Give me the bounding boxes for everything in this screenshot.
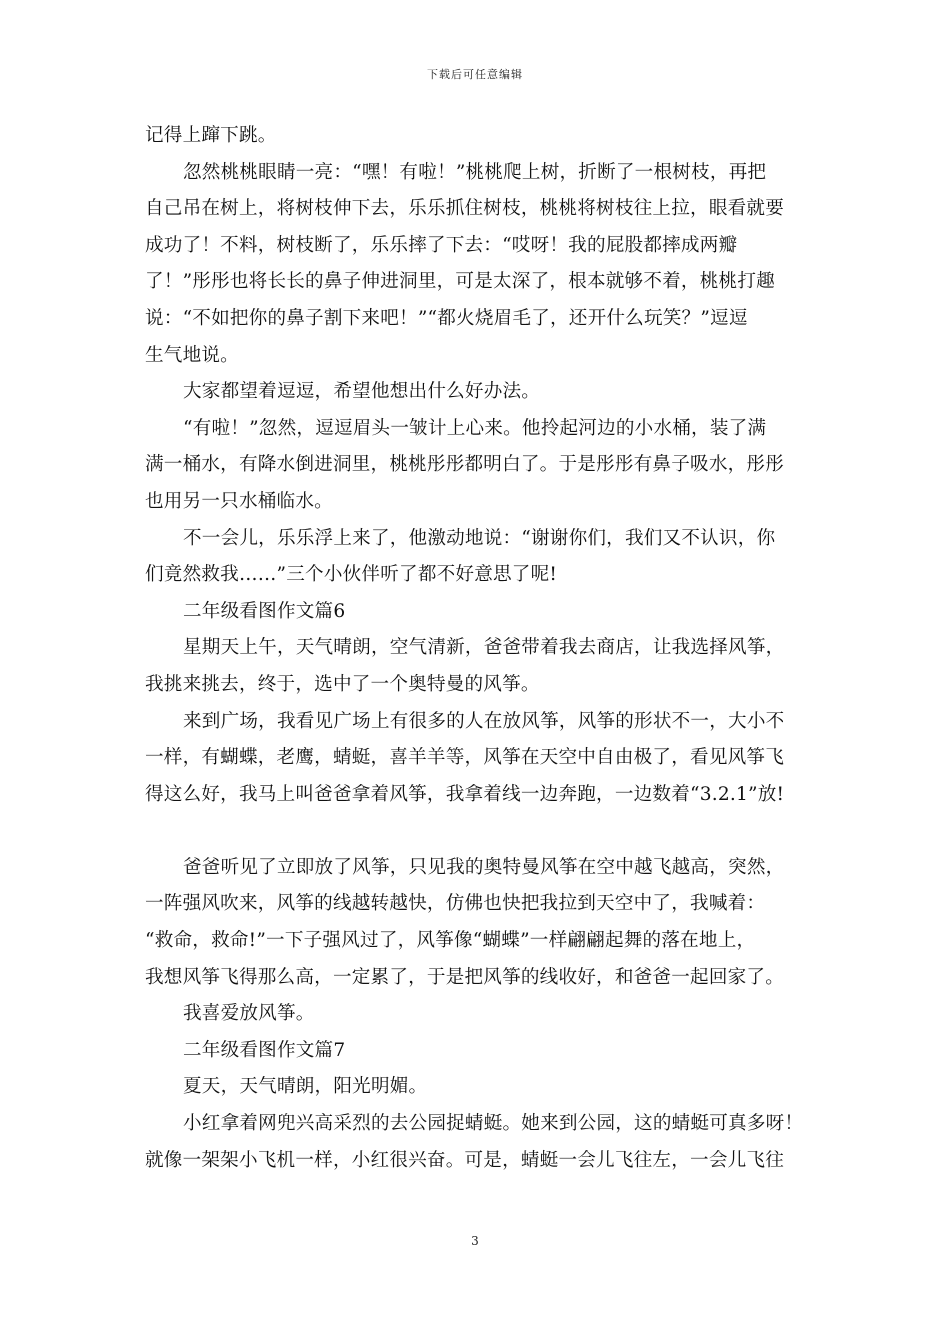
text-line: 得这么好，我马上叫爸爸拿着风筝，我拿着线一边奔跑，一边数着“3.2.1”放! xyxy=(145,783,785,805)
document-body xyxy=(145,118,809,1179)
text-line: 说：“不如把你的鼻子割下来吧！”“都火烧眉毛了，还开什么玩笑？”逗逗 xyxy=(145,307,748,329)
text-line: 我想风筝飞得那么高，一定累了，于是把风筝的线收好，和爸爸一起回家了。 xyxy=(145,966,784,988)
text-line: “有啦！”忽然，逗逗眉头一皱计上心来。他拎起河边的小水桶，装了满 xyxy=(183,417,767,439)
text-line: 星期天上午，天气晴朗，空气清新，爸爸带着我去商店，让我选择风筝， xyxy=(183,637,785,659)
text-line: 记得上蹿下跳。 xyxy=(145,125,277,146)
text-line: 来到广场，我看见广场上有很多的人在放风筝，风筝的形状不一，大小不 xyxy=(183,710,785,732)
text-line: 忽然桃桃眼睛一亮：“嘿！有啦！”桃桃爬上树，折断了一根树枝，再把 xyxy=(183,161,767,183)
blank-line xyxy=(145,813,809,850)
text-line: 夏天，天气晴朗，阳光明媚。 xyxy=(183,1076,428,1098)
text-line: 爸爸听见了立即放了风筝，只见我的奥特曼风筝在空中越飞越高，突然， xyxy=(183,856,785,878)
text-line: 也用另一只水桶临水。 xyxy=(145,490,333,512)
text-line: 不一会儿，乐乐浮上来了，他激动地说：“谢谢你们，我们又不认识，你 xyxy=(183,527,776,549)
text-line: 二年级看图作文篇6 xyxy=(183,600,346,622)
text-line: 们竟然救我……”三个小伙伴听了都不好意思了呢! xyxy=(145,564,558,586)
text-line: 就像一架架小飞机一样，小红很兴奋。可是，蜻蜓一会儿飞往左，一会儿飞往 xyxy=(145,1149,784,1171)
text-line: 我喜爱放风筝。 xyxy=(183,1003,315,1025)
text-line: 二年级看图作文篇7 xyxy=(183,1039,346,1061)
text-line: “救命，救命!”一下子强风过了，风筝像“蝴蝶”一样翩翩起舞的落在地上， xyxy=(145,930,756,952)
text-line: 我挑来挑去，终于，选中了一个奥特曼的风筝。 xyxy=(145,673,540,695)
text-line: 了！”彤彤也将长长的鼻子伸进洞里，可是太深了，根本就够不着，桃桃打趣 xyxy=(145,271,775,293)
text-line: 大家都望着逗逗，希望他想出什么好办法。 xyxy=(183,381,541,403)
text-line: 满一桶水，有降水倒进洞里，桃桃彤彤都明白了。于是彤彤有鼻子吸水，彤彤 xyxy=(145,454,784,476)
text-line: 自己吊在树上，将树枝伸下去，乐乐抓住树枝，桃桃将树枝往上拉，眼看就要 xyxy=(145,198,784,220)
text-line: 小红拿着网兜兴高采烈的去公园捉蜻蜓。她来到公园，这的蜻蜓可真多呀！ xyxy=(183,1113,804,1135)
text-line: 一阵强风吹来，风筝的线越转越快，仿佛也快把我拉到天空中了，我喊着： xyxy=(145,893,766,915)
text-line: 成功了！不料，树枝断了，乐乐摔了下去：“哎呀！我的屁股都摔成两瓣 xyxy=(145,234,738,256)
text-line: 生气地说。 xyxy=(145,344,239,366)
page-header: 下载后可任意编辑 xyxy=(427,68,523,81)
page-number: 3 xyxy=(471,1234,479,1248)
text-line: 一样，有蝴蝶，老鹰，蜻蜓，喜羊羊等，风筝在天空中自由极了，看见风筝飞 xyxy=(145,747,784,769)
